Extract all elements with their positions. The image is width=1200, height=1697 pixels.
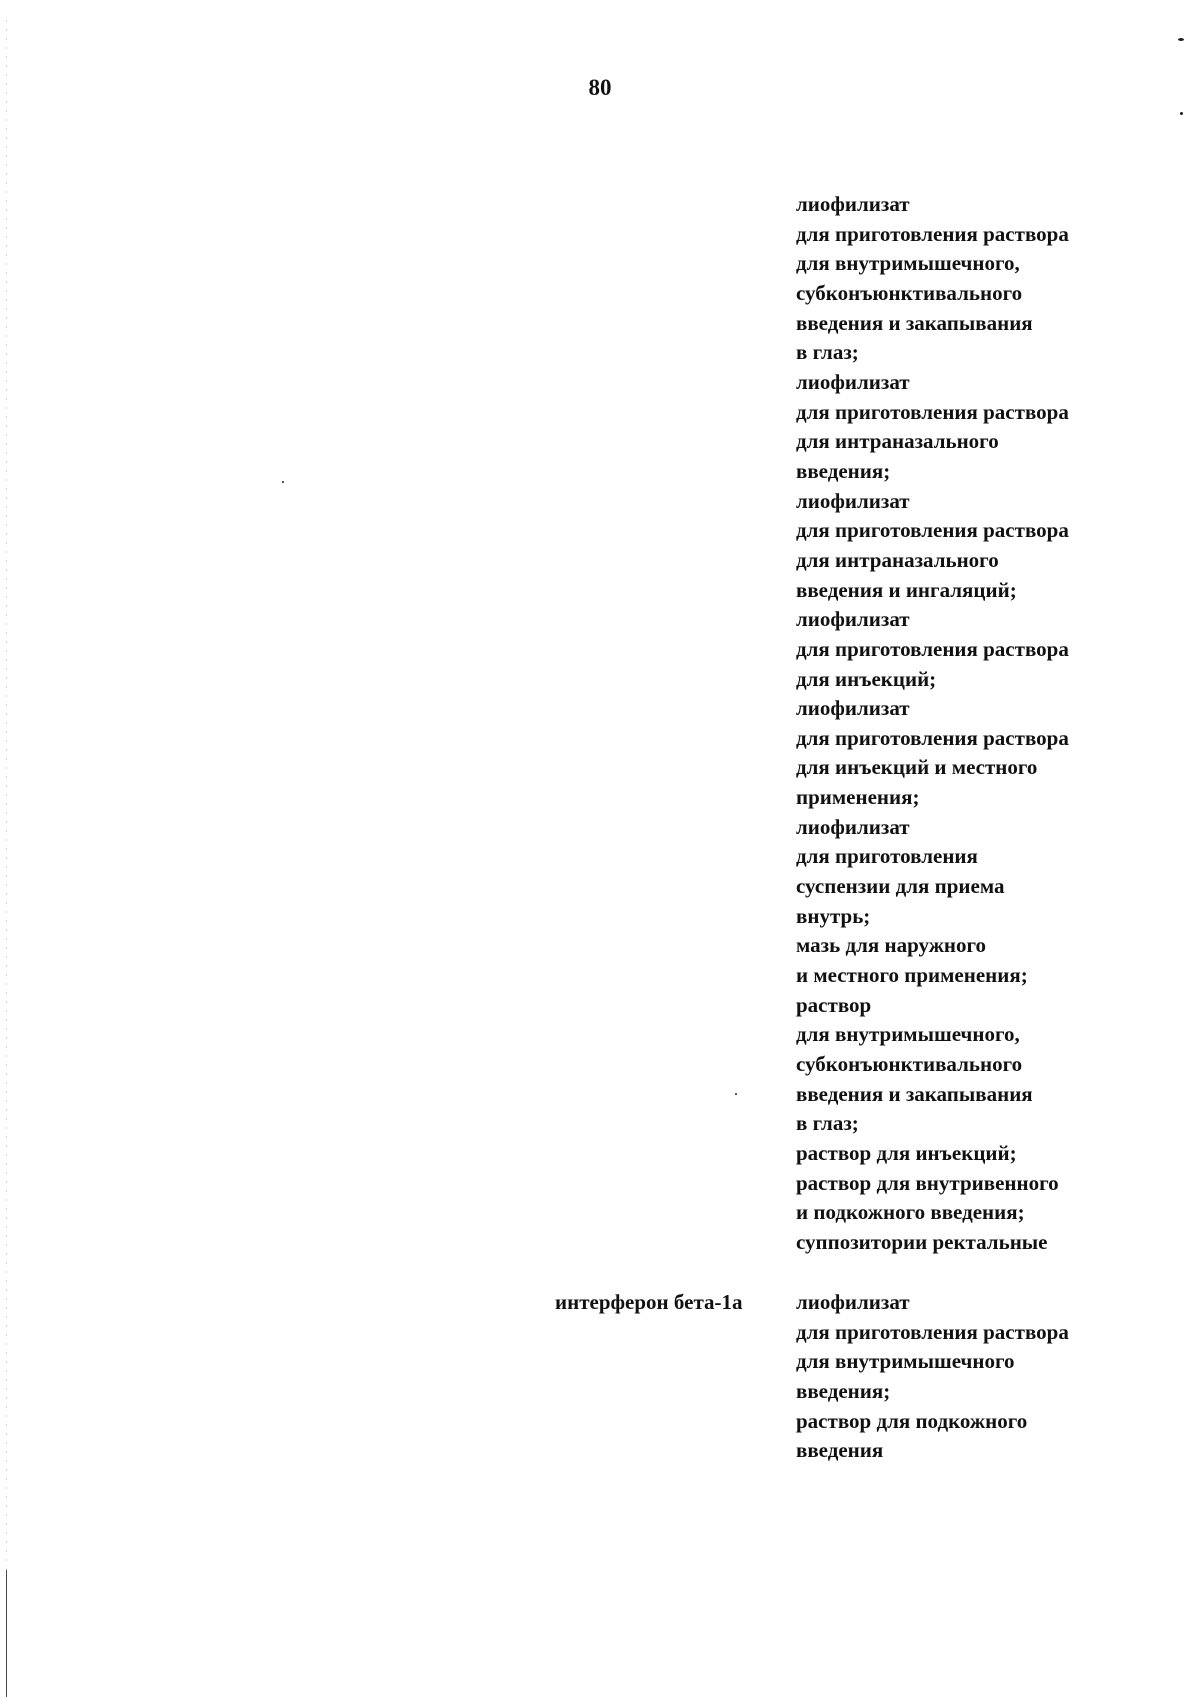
scan-speck (1178, 38, 1184, 41)
dosage-form-line: в глаз; (796, 340, 859, 365)
dosage-form-line: раствор для внутривенного (796, 1170, 1059, 1195)
dosage-form-line: лиофилизат (796, 488, 910, 513)
dosage-form-line: для приготовления (796, 844, 978, 869)
dosage-form-line: внутрь; (796, 903, 871, 928)
dosage-form-line: и местного применения; (796, 963, 1028, 988)
dosage-form-line: для инъекций; (796, 666, 937, 691)
drug-dosage-forms (796, 1288, 1069, 1466)
dosage-form-line: для внутримышечного (796, 1349, 1015, 1374)
dosage-form-line: субконъюнктивального (796, 1052, 1023, 1077)
dosage-form-line: применения; (796, 785, 920, 810)
scan-speck (282, 481, 284, 483)
dosage-form-line: раствор для подкожного (796, 1408, 1028, 1433)
dosage-form-line: для приготовления раствора (796, 725, 1069, 750)
dosage-form-line: и подкожного введения; (796, 1200, 1025, 1225)
dosage-form-line: для приготовления раствора (796, 221, 1069, 246)
dosage-form-line: лиофилизат (796, 607, 910, 632)
dosage-form-line: введения и закапывания (796, 1081, 1033, 1106)
dosage-form-line: лиофилизат (796, 192, 910, 216)
dosage-form-line: для интраназального (796, 429, 999, 454)
dosage-form-line: для внутримышечного, (796, 1022, 1020, 1047)
dosage-form-line: для приготовления раствора (796, 1319, 1069, 1344)
scan-edge-artifact-dark (6, 1570, 7, 1697)
dosage-form-line: раствор для инъекций; (796, 1141, 1017, 1165)
dosage-form-line: лиофилизат (796, 696, 910, 721)
dosage-form-line: в глаз; (796, 1111, 859, 1136)
dosage-form-line: для приготовления раствора (796, 636, 1069, 661)
dosage-form-line: для инъекций и местного (796, 755, 1038, 780)
dosage-form-line: введения и закапывания (796, 310, 1033, 335)
dosage-form-line: лиофилизат (796, 1290, 910, 1314)
scan-speck (1180, 112, 1183, 115)
dosage-form-line: лиофилизат (796, 814, 910, 839)
dosage-form-line: для приготовления раствора (796, 399, 1069, 424)
scan-speck (735, 1093, 737, 1095)
dosage-form-line: для интраназального (796, 547, 999, 572)
dosage-form-line: введения; (796, 458, 891, 483)
page-number: 80 (588, 75, 612, 100)
dosage-form-line: суппозитории ректальные (796, 1229, 1048, 1254)
dosage-form-line: введения и ингаляций; (796, 577, 1017, 602)
dosage-form-line: для внутримышечного, (796, 251, 1020, 276)
dosage-form-line: введения; (796, 1378, 891, 1403)
dosage-form-line: раствор (796, 992, 872, 1017)
scan-edge-artifact (6, 20, 7, 1690)
dosage-form-line: субконъюнктивального (796, 280, 1023, 305)
dosage-form-line: для приготовления раствора (796, 518, 1069, 543)
dosage-form-line: суспензии для приема (796, 874, 1005, 899)
dosage-form-line: лиофилизат (796, 369, 910, 394)
continued-dosage-forms (796, 190, 1069, 1258)
dosage-form-line: введения (796, 1438, 884, 1463)
dosage-form-line: мазь для наружного (796, 933, 987, 958)
drug-name: интерферон бета-1а (555, 1290, 743, 1314)
